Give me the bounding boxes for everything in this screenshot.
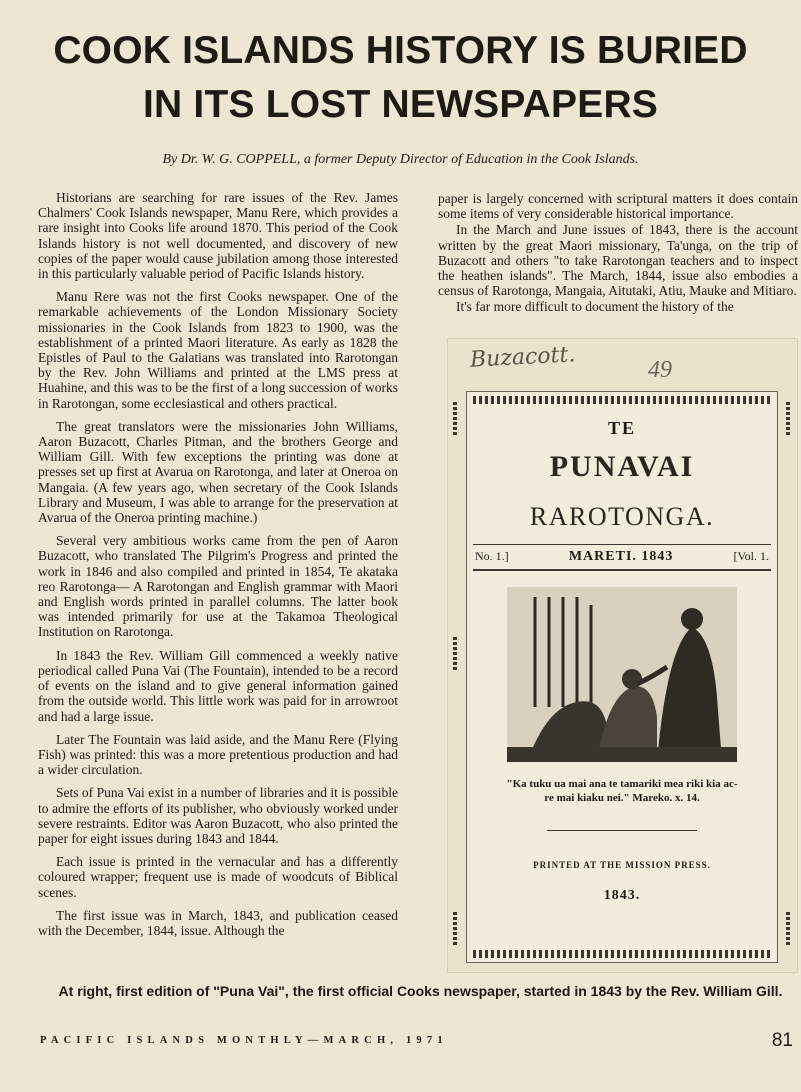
paragraph: paper is largely concerned with scriptural matters it does contain some items of very considerable historical importance. [438, 191, 798, 222]
issue-number: No. 1.] [475, 549, 509, 563]
handwritten-signature: Buzacott. [469, 342, 576, 373]
issue-date: MARETI. 1843 [568, 549, 674, 564]
right-column [438, 191, 798, 316]
paragraph: The first issue was in March, 1843, and publication ceased with the December, 1844, issue. Although the [38, 907, 398, 938]
paragraph: Historians are searching for rare issues of the Rev. James Chalmers' Cook Islands newspaper, Manu Rere, which provides a rare insight into Cooks life around 1870. This period of the Cook Islands history is not well documented, and discovery of new copies of the paper would cause jubilation among those interested in this particularly valuable period of Pacific Islands history. [38, 190, 398, 282]
paragraph: In the March and June issues of 1843, there is the account written by the great Maori missionary, Ta'unga, on the trip of Buzacott and others "to take Rarotongan teachers and to inspect the heathen islands". The March, 1844, issue also embodies a census of Rarotonga, Mangaia, Aitutaki, Atiu, Mauke and Mitiaro. [438, 222, 798, 299]
ornament-border-left [453, 392, 458, 962]
paragraph: Each issue is printed in the vernacular and has a differently coloured wrapper; frequent use is made of woodcuts of Biblical scenes. [38, 854, 398, 900]
paragraph: It's far more difficult to document the history of the [456, 299, 734, 315]
scripture-quote [479, 777, 765, 805]
divider [473, 569, 771, 571]
headline-line-2: IN ITS LOST NEWSPAPERS [142, 83, 659, 126]
headline-line-1: COOK ISLANDS HISTORY IS BURIED [53, 29, 748, 72]
newspaper-title-line-2: RAROTONGA. [529, 502, 715, 531]
paragraph: In 1843 the Rev. William Gill commenced a weekly native periodical called Puna Vai (The Fountain), intended to be a record of events on the island and to give general information gained from the outside world. This little work was paid for in arrowroot and had a large issue. [38, 647, 398, 724]
newspaper-te: TE [607, 418, 636, 438]
publication-year: 1843. [603, 888, 641, 903]
newspaper-page [466, 391, 778, 963]
quote-line-1: "Ka tuku ua mai ana te tamariki mea riki kia ac- [506, 778, 738, 790]
paragraph: The great translators were the missionaries John Williams, Aaron Buzacott, Charles Pitman, and the brothers George and William Gill. With few exceptions the printing was done at presses set up first at Avarua on Rarotonga, and later at Oneroa on Mangaia. (A few years ago, when secretary of the Cook Islands Library and Museum, I was able to arrange for the preservation at Avarua of the Oneroa printing machine.) [38, 418, 398, 526]
page-number: 81 [771, 1030, 793, 1051]
paragraph: Manu Rere was not the first Cooks newspaper. One of the remarkable achievements of the London Missionary Society missionaries in the Cook Islands from 1823 to 1900, was the establishment of a printed Maori literature. As early as 1828 the Epistles of Paul to the Galatians was translated into Rarotongan by the Rev. John Williams and printed at the LMS press at Huahine, and this was to be the first of a long succession of works in Rarotongan, some ecclesiastical and others practical. [38, 289, 398, 411]
paragraph: Sets of Puna Vai exist in a number of libraries and it is possible to admire the efforts of its publisher, who obviously worked under severe restraints. Editor was Aaron Buzacott, who also printed the paper for eight issues during 1843 and 1844. [38, 785, 398, 846]
issue-line [475, 549, 769, 565]
ornament-border-bottom [473, 950, 771, 958]
printer-line: PRINTED AT THE MISSION PRESS. [533, 860, 711, 870]
figure-caption: At right, first edition of "Puna Vai", the first official Cooks newspaper, started in 1843 by the Rev. William Gill. [58, 983, 783, 999]
issue-volume: [Vol. 1. [733, 549, 769, 563]
quote-line-2: re mai kiaku nei." Mareko. x. 14. [544, 792, 700, 804]
divider [473, 544, 771, 545]
newspaper-facsimile-figure [447, 338, 798, 973]
woodcut-illustration [507, 587, 737, 762]
ornament-border-right [786, 392, 791, 962]
divider [547, 830, 697, 831]
paragraph: Later The Fountain was laid aside, and the Manu Rere (Flying Fish) was printed: this was a more pretentious production and had a wider circulation. [38, 731, 398, 778]
paragraph: Several very ambitious works came from the pen of Aaron Buzacott, who translated The Pilgrim's Progress and printed the work in 1846 and also compiled and printed in 1854, Te akataka reo Rarotonga— A Rarotongan and English grammar with Maori and English words printed in parallel columns. The latter book was intended primarily for use at the Takamoa Theological Institution on Rarotonga. [38, 533, 398, 640]
left-column [38, 190, 398, 946]
newspaper-title-line-1: PUNAVAI [549, 450, 695, 483]
footer-publication: PACIFIC ISLANDS MONTHLY—MARCH, 1971 [40, 1035, 448, 1046]
byline: By Dr. W. G. COPPELL, a former Deputy Director of Education in the Cook Islands. [162, 152, 639, 167]
handwritten-number: 49 [648, 357, 672, 383]
ornament-border-top [473, 396, 771, 404]
headline [20, 24, 781, 132]
